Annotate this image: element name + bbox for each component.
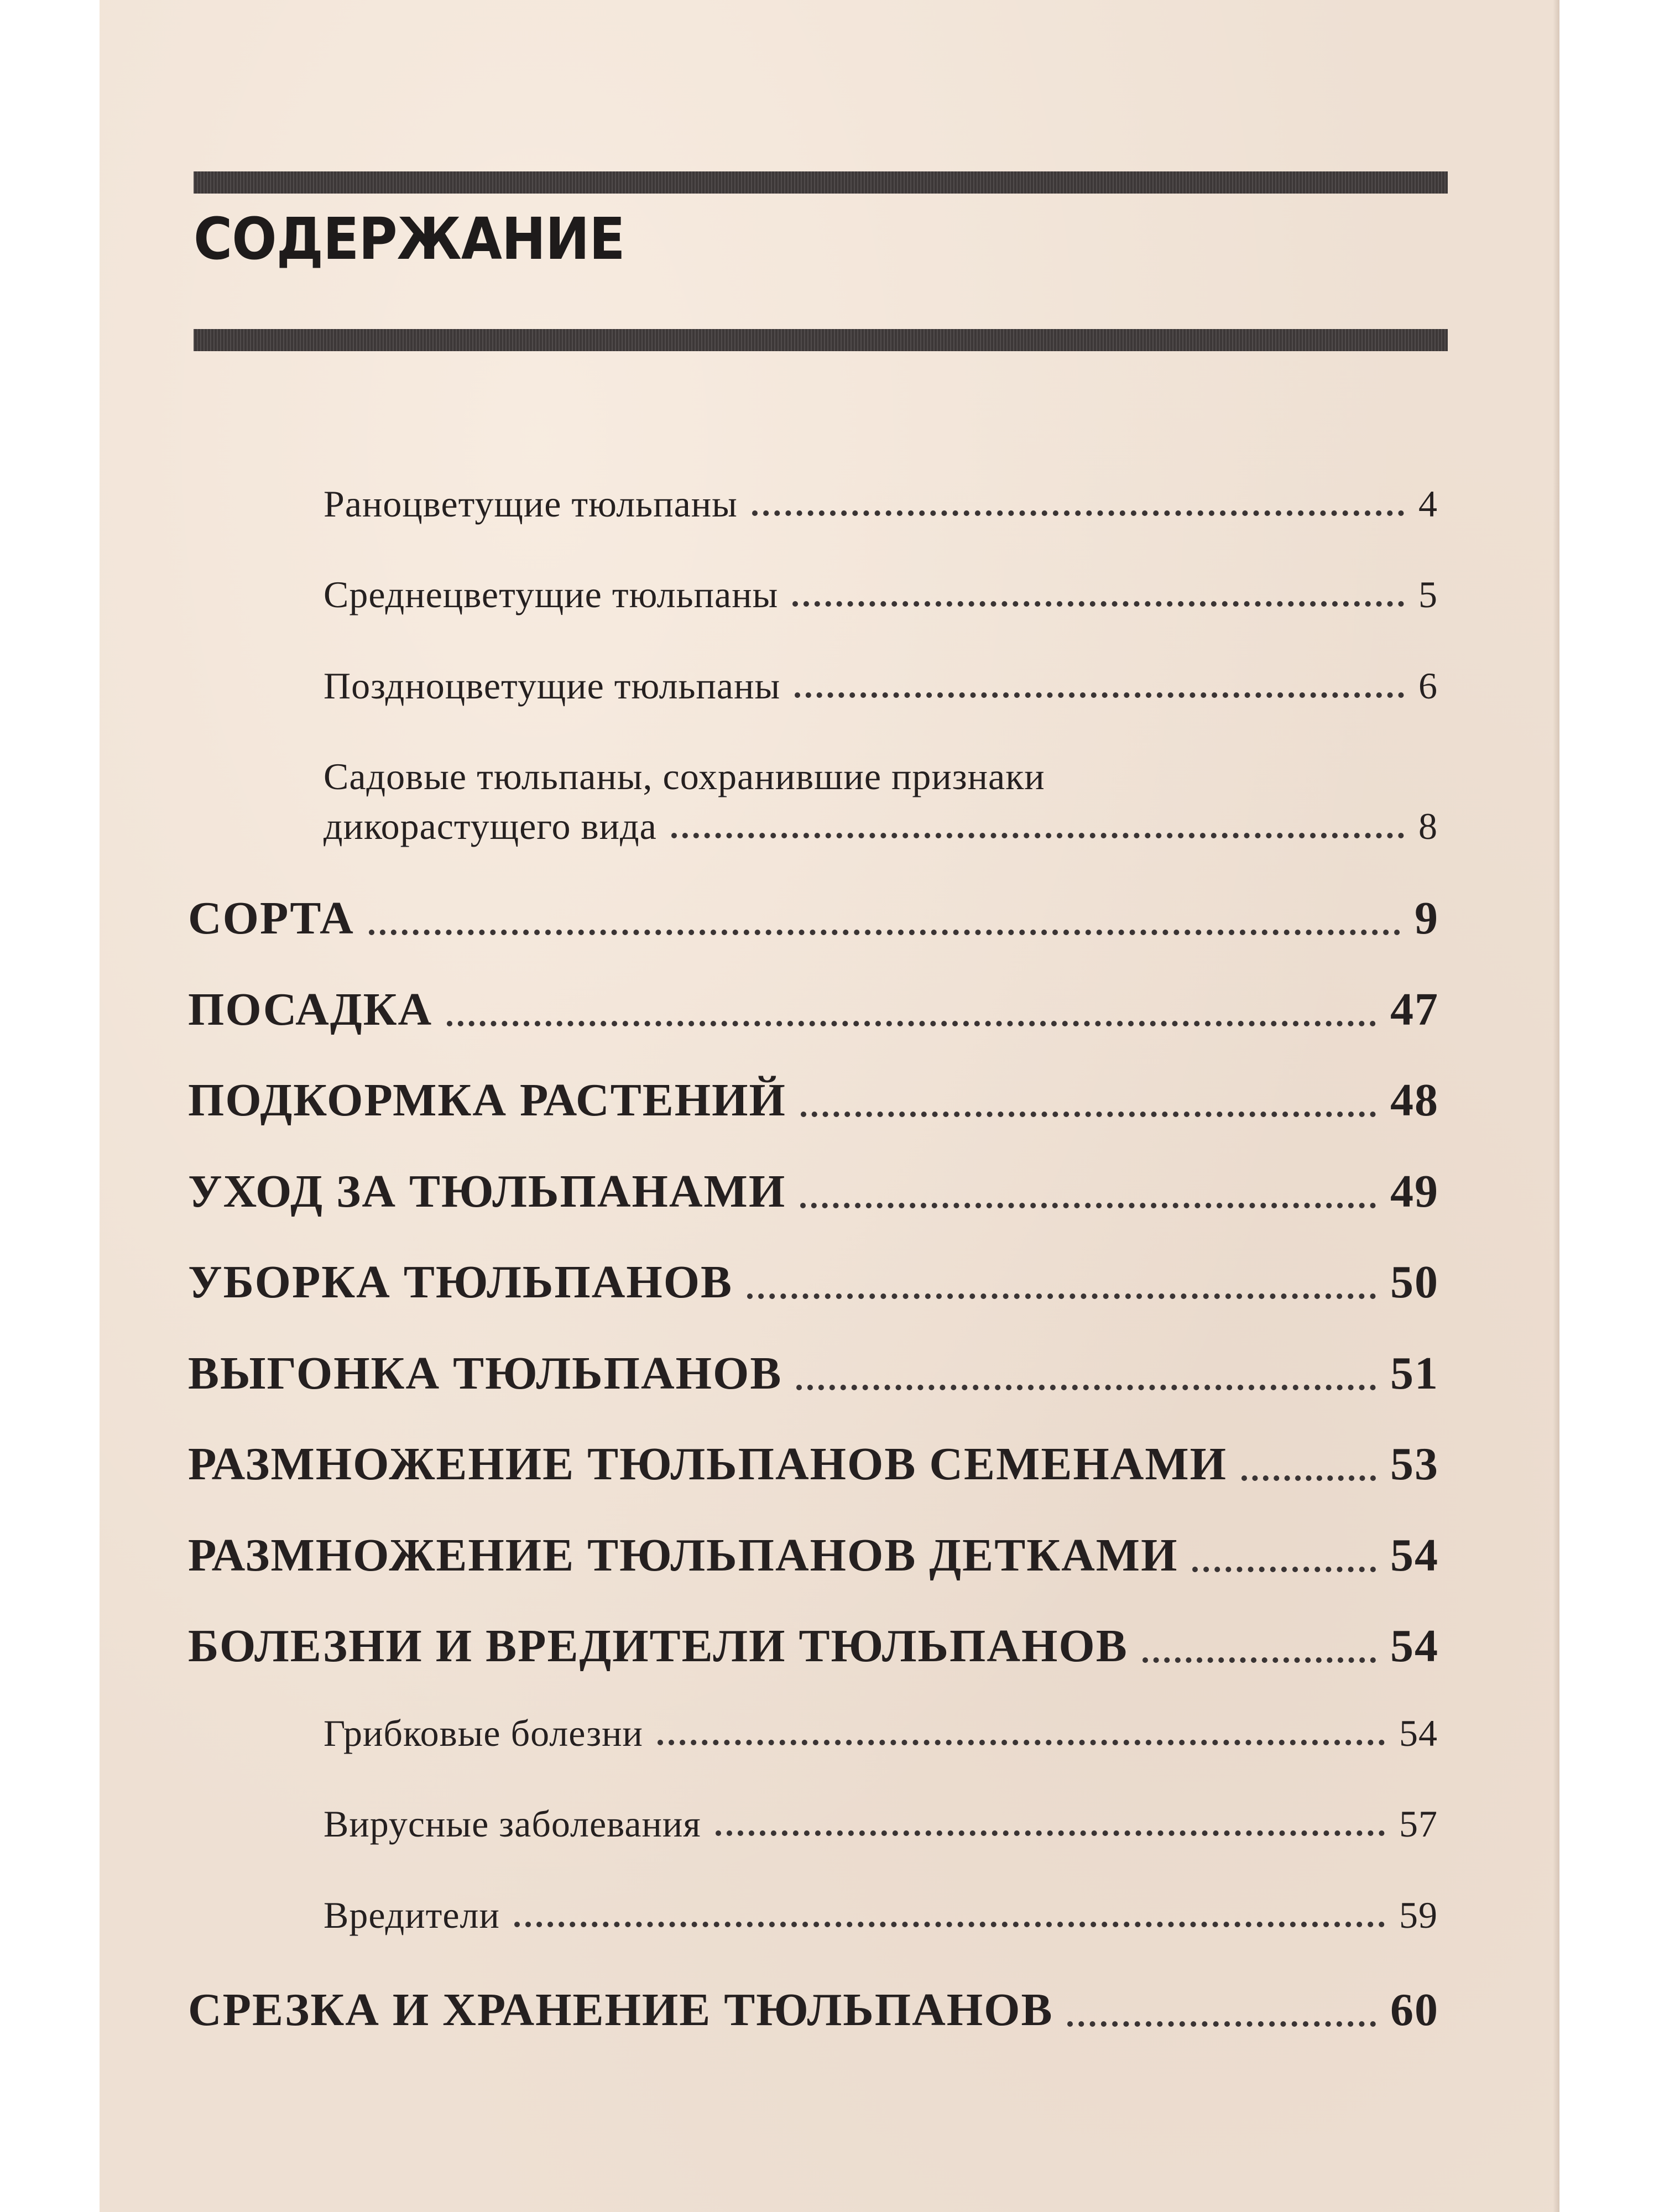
dot-leader xyxy=(800,1203,1376,1208)
toc-entry-label: СРЕЗКА И ХРАНЕНИЕ ТЮЛЬПАНОВ xyxy=(188,1984,1053,2036)
dot-leader xyxy=(1241,1475,1376,1481)
toc-entry-diseases-pests[interactable] xyxy=(188,1620,1439,1672)
dot-leader xyxy=(1142,1657,1376,1663)
toc-entry-page: 4 xyxy=(1418,483,1438,525)
toc-entry-label: Вирусные заболевания xyxy=(324,1803,701,1845)
toc-entry-label: РАЗМНОЖЕНИЕ ТЮЛЬПАНОВ ДЕТКАМИ xyxy=(188,1530,1178,1581)
toc-entry-page: 6 xyxy=(1418,665,1438,707)
toc-entry-page: 49 xyxy=(1390,1166,1439,1217)
toc-entry-feeding[interactable] xyxy=(188,1074,1439,1126)
dot-leader xyxy=(1067,2021,1376,2027)
toc-entry-planting[interactable] xyxy=(188,984,1439,1035)
toc-entry-page: 53 xyxy=(1390,1438,1439,1490)
toc-entry-care[interactable] xyxy=(188,1168,1439,1215)
dot-leader xyxy=(369,930,1400,935)
dot-leader xyxy=(792,601,1404,607)
toc-entry-page: 51 xyxy=(1390,1348,1439,1399)
toc-entry-label: ВЫГОНКА ТЮЛЬПАНОВ xyxy=(188,1348,782,1399)
toc-entry-page: 8 xyxy=(1418,805,1438,847)
table-of-contents xyxy=(100,0,1559,2212)
toc-entry-label: Раноцветущие тюльпаны xyxy=(324,483,738,525)
toc-entry-label: Позднoцветущие тюльпаны xyxy=(324,665,781,707)
toc-entry-early-tulips[interactable] xyxy=(324,485,1438,523)
toc-entry-viral-diseases[interactable] xyxy=(324,1805,1438,1843)
dot-leader xyxy=(671,833,1404,838)
toc-entry-page: 50 xyxy=(1390,1256,1439,1308)
toc-entry-varieties[interactable] xyxy=(188,895,1439,942)
toc-entry-page: 48 xyxy=(1390,1074,1439,1126)
toc-entry-label: УБОРКА ТЮЛЬПАНОВ xyxy=(188,1256,733,1308)
dot-leader xyxy=(514,1922,1385,1927)
toc-entry-label: Среднецветущие тюльпаны xyxy=(324,573,779,615)
toc-entry-label: ПОДКОРМКА РАСТЕНИЙ xyxy=(188,1074,786,1126)
toc-entry-label-line2: дикорастущего вида xyxy=(324,805,657,847)
toc-entry-offset-propagation[interactable] xyxy=(188,1532,1439,1579)
dot-leader xyxy=(796,1385,1376,1390)
dot-leader xyxy=(747,1293,1376,1299)
toc-entry-label-line1: Садовые тюльпаны, сохранившие признаки xyxy=(324,755,1045,797)
toc-entry-seed-propagation[interactable] xyxy=(188,1438,1439,1490)
dot-leader xyxy=(1192,1567,1376,1572)
toc-entry-page: 57 xyxy=(1399,1803,1438,1845)
toc-entry-label: ПОСАДКА xyxy=(188,984,433,1035)
toc-entry-label: БОЛЕЗНИ И ВРЕДИТЕЛИ ТЮЛЬПАНОВ xyxy=(188,1620,1128,1672)
toc-entry-mid-tulips[interactable] xyxy=(324,573,1438,615)
toc-entry-page: 5 xyxy=(1418,573,1438,615)
toc-entry-page: 59 xyxy=(1399,1894,1438,1936)
toc-entry-page: 60 xyxy=(1390,1984,1439,2036)
toc-entry-label: РАЗМНОЖЕНИЕ ТЮЛЬПАНОВ СЕМЕНАМИ xyxy=(188,1438,1228,1490)
dot-leader xyxy=(801,1112,1376,1117)
toc-entry-line2-row xyxy=(324,807,1438,845)
toc-entry-page: 54 xyxy=(1399,1712,1438,1754)
toc-entry-page: 54 xyxy=(1390,1530,1439,1581)
toc-entry-label: Вредители xyxy=(324,1894,500,1936)
toc-entry-page: 9 xyxy=(1415,893,1439,944)
toc-entry-garden-tulips-wild-traits[interactable] xyxy=(324,755,1438,847)
toc-entry-fungal-diseases[interactable] xyxy=(324,1714,1438,1752)
dot-leader xyxy=(716,1830,1385,1836)
toc-entry-label: СОРТА xyxy=(188,893,354,944)
book-page xyxy=(100,0,1559,2212)
toc-entry-page: 47 xyxy=(1390,984,1439,1035)
toc-entry-cutting-storage[interactable] xyxy=(188,1984,1439,2036)
toc-entry-label: УХОД ЗА ТЮЛЬПАНАМИ xyxy=(188,1166,786,1217)
dot-leader xyxy=(447,1021,1376,1026)
dot-leader xyxy=(795,692,1404,698)
toc-entry-label: Грибковые болезни xyxy=(324,1712,643,1754)
toc-entry-page: 54 xyxy=(1390,1620,1439,1672)
contents-heading: СОДЕРЖАНИЕ xyxy=(194,205,625,273)
toc-entry-pests[interactable] xyxy=(324,1896,1438,1934)
dot-leader xyxy=(752,510,1404,516)
toc-entry-forcing[interactable] xyxy=(188,1350,1439,1397)
toc-entry-harvesting[interactable] xyxy=(188,1256,1439,1308)
dot-leader xyxy=(658,1740,1385,1745)
toc-entry-late-tulips[interactable] xyxy=(324,667,1438,705)
